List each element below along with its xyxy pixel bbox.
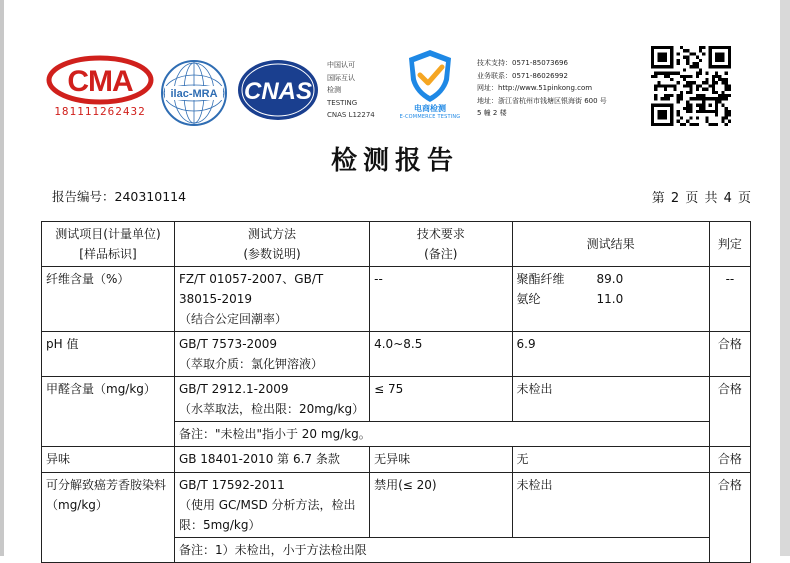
qr-module	[693, 81, 696, 84]
qr-module	[705, 116, 708, 119]
qr-module	[664, 94, 667, 97]
header-req-line2: (备注)	[424, 247, 458, 261]
qr-module	[715, 91, 718, 94]
qr-module	[696, 97, 699, 100]
contact-line: 地址：浙江省杭州市钱塘区银海街 600 号	[477, 96, 607, 105]
qr-module	[677, 110, 680, 113]
qr-module	[712, 123, 715, 126]
cell-method: GB 18401-2010 第 6.7 条款	[174, 447, 369, 473]
qr-module	[715, 81, 718, 84]
qr-module	[696, 65, 699, 68]
qr-module	[705, 72, 708, 75]
fiber-value: 11.0	[596, 292, 624, 306]
contact-line: 技术支持：0571-85073696	[477, 59, 568, 67]
qr-module	[654, 75, 657, 78]
qr-module	[657, 110, 667, 120]
cnas-line: 中国认可	[327, 61, 355, 69]
qr-module	[696, 116, 699, 119]
qr-module	[721, 94, 724, 97]
qr-module	[712, 81, 715, 84]
qr-module	[667, 84, 670, 87]
qr-module	[699, 68, 702, 71]
qr-module	[696, 72, 699, 75]
qr-module	[667, 94, 670, 97]
qr-module	[661, 72, 664, 75]
qr-module	[696, 75, 699, 78]
contact-info	[477, 57, 647, 120]
cell-method	[174, 377, 369, 422]
cell-method	[174, 267, 369, 332]
qr-module	[686, 107, 689, 110]
qr-module	[670, 72, 673, 75]
page-shadow-left	[0, 0, 4, 556]
qr-module	[664, 75, 667, 78]
header-item	[42, 222, 175, 267]
qr-module	[686, 62, 689, 65]
qr-module	[686, 81, 689, 84]
qr-module	[673, 84, 676, 87]
qr-module	[686, 59, 689, 62]
qr-module	[718, 94, 721, 97]
qr-module	[686, 75, 689, 78]
header-method-line2: (参数说明)	[243, 247, 301, 261]
qr-module	[702, 46, 705, 49]
qr-module	[702, 52, 705, 55]
qr-module	[721, 91, 724, 94]
cell-result: 6.9	[512, 332, 709, 377]
qr-module	[709, 123, 712, 126]
table-row	[42, 267, 751, 332]
qr-module	[705, 120, 708, 123]
qr-module	[689, 52, 692, 55]
table-row	[42, 332, 751, 377]
header-item-line2: [样品标识]	[79, 247, 137, 261]
qr-module	[689, 88, 692, 91]
qr-module	[728, 94, 731, 97]
table-header-row	[42, 222, 751, 267]
cell-item: 纤维含量（%）	[42, 267, 175, 332]
qr-module	[696, 94, 699, 97]
method-note: （水萃取法，检出限：20mg/kg）	[178, 402, 365, 416]
qr-module	[664, 88, 667, 91]
cell-requirement: 禁用(≤ 20)	[370, 473, 512, 538]
qr-module	[677, 94, 680, 97]
table-row	[42, 447, 751, 473]
qr-module	[715, 52, 725, 62]
contact-line: 网址：http://www.51pinkong.com	[477, 84, 593, 92]
qr-module	[699, 59, 702, 62]
qr-module	[683, 68, 686, 71]
qr-module	[664, 97, 667, 100]
qr-module	[686, 104, 689, 107]
qr-module	[699, 104, 702, 107]
cnas-line: 检测	[327, 86, 341, 94]
qr-module	[728, 88, 731, 91]
qr-module	[683, 56, 686, 59]
qr-module	[715, 123, 718, 126]
header-method	[174, 222, 369, 267]
qr-module	[718, 97, 721, 100]
qr-module	[728, 84, 731, 87]
table-row	[42, 473, 751, 538]
qr-module	[728, 113, 731, 116]
contact-line: 业务联系：0571-86026992	[477, 71, 568, 80]
qr-module	[689, 97, 692, 100]
qr-module	[693, 62, 696, 65]
qr-module	[702, 94, 705, 97]
qr-module	[677, 81, 680, 84]
qr-module	[680, 94, 683, 97]
qr-module	[721, 97, 724, 100]
qr-module	[683, 78, 686, 81]
cnas-line: TESTING	[327, 98, 358, 107]
cell-requirement: --	[370, 267, 512, 332]
qr-module	[696, 62, 699, 65]
cell-result: 未检出	[512, 377, 709, 422]
svg-text:CMA: CMA	[67, 65, 133, 98]
qr-module	[680, 123, 683, 126]
qr-module	[677, 62, 680, 65]
qr-module	[683, 107, 686, 110]
cell-requirement: 无异味	[370, 447, 512, 473]
qr-module	[670, 78, 673, 81]
qr-module	[693, 65, 696, 68]
qr-module	[705, 78, 708, 81]
qr-module	[715, 72, 718, 75]
cell-judge: 合格	[709, 332, 750, 377]
header-requirement	[370, 222, 512, 267]
qr-module	[696, 88, 699, 91]
qr-module	[677, 97, 680, 100]
qr-module	[686, 84, 689, 87]
method-text: GB/T 17592-2011	[178, 478, 285, 492]
result-line	[517, 269, 705, 289]
qr-module	[725, 123, 728, 126]
method-note: （使用 GC/MSD 分析方法，检出限：5mg/kg）	[178, 498, 356, 532]
qr-module	[721, 120, 724, 123]
qr-module	[696, 110, 699, 113]
header-result: 测试结果	[512, 222, 709, 267]
qr-module	[689, 123, 692, 126]
qr-module	[725, 78, 728, 81]
cell-judge: 合格	[709, 447, 750, 473]
qr-module	[657, 52, 667, 62]
qr-module	[654, 84, 657, 87]
qr-module	[696, 56, 699, 59]
qr-module	[725, 81, 728, 84]
header-item-line1: 测试项目(计量单位)	[55, 227, 161, 241]
qr-module	[670, 84, 673, 87]
cell-judge: 合格	[709, 473, 750, 563]
qr-module	[680, 46, 683, 49]
header-req-line1: 技术要求	[416, 227, 465, 241]
qr-module	[709, 84, 712, 87]
cell-method	[174, 332, 369, 377]
cell-method	[174, 473, 369, 538]
cnas-accreditation-text	[327, 59, 399, 122]
qr-module	[702, 88, 705, 91]
qr-module	[725, 110, 728, 113]
qr-module	[654, 97, 657, 100]
qr-module	[677, 59, 680, 62]
qr-module	[699, 84, 702, 87]
report-number: 报告编号：240310114	[52, 189, 187, 204]
qr-module	[680, 97, 683, 100]
qr-module	[677, 72, 680, 75]
qr-module	[677, 100, 680, 103]
cell-result: 无	[512, 447, 709, 473]
method-note: （萃取介质：氯化钾溶液）	[178, 357, 323, 371]
cma-number: 181111262432	[54, 105, 146, 118]
qr-module	[683, 49, 686, 52]
qr-module	[715, 113, 718, 116]
qr-module	[689, 91, 692, 94]
qr-module	[712, 91, 715, 94]
qr-module	[664, 84, 667, 87]
qr-module	[712, 78, 715, 81]
qr-module	[712, 75, 715, 78]
qr-module	[654, 72, 657, 75]
qr-module	[689, 84, 692, 87]
qr-module	[712, 88, 715, 91]
qr-module	[654, 94, 657, 97]
qr-module	[725, 72, 728, 75]
cell-result	[512, 267, 709, 332]
fiber-value: 89.0	[596, 272, 624, 286]
qr-module	[689, 75, 692, 78]
qr-module	[699, 49, 702, 52]
qr-module	[721, 104, 724, 107]
qr-module	[728, 110, 731, 113]
qr-module	[661, 97, 664, 100]
qr-module	[693, 123, 696, 126]
qr-module	[715, 75, 718, 78]
cell-item: 可分解致癌芳香胺染料（mg/kg）	[42, 473, 175, 563]
qr-module	[680, 91, 683, 94]
cell-item: pH 值	[42, 332, 175, 377]
qr-module	[725, 94, 728, 97]
qr-module	[696, 104, 699, 107]
result-line	[517, 289, 705, 309]
cell-requirement: ≤ 75	[370, 377, 512, 422]
qr-module	[677, 52, 680, 55]
qr-module	[699, 72, 702, 75]
qr-module	[693, 97, 696, 100]
qr-module	[712, 84, 715, 87]
qr-module	[718, 100, 721, 103]
qr-module	[686, 120, 689, 123]
results-table	[41, 221, 751, 563]
method-text: GB/T 7573-2009	[178, 337, 278, 351]
header-method-line1: 测试方法	[248, 227, 297, 241]
qr-module	[657, 72, 660, 75]
cma-logo	[46, 55, 154, 121]
cell-note: 备注：1）未检出，小于方法检出限	[174, 538, 709, 563]
cell-judge: --	[709, 267, 750, 332]
qr-module	[709, 104, 712, 107]
page-title: 检测报告	[330, 146, 459, 176]
cnas-line: CNAS L12274	[327, 111, 375, 119]
qr-module	[689, 116, 692, 119]
qr-module	[696, 84, 699, 87]
qr-module	[699, 46, 702, 49]
qr-module	[686, 56, 689, 59]
method-text: FZ/T 01057-2007、GB/T 38015-2019	[178, 272, 324, 306]
qr-module	[670, 94, 673, 97]
svg-text:ilac-MRA: ilac-MRA	[170, 88, 218, 100]
qr-module	[686, 91, 689, 94]
qr-module	[673, 88, 676, 91]
qr-module	[680, 75, 683, 78]
cell-judge: 合格	[709, 377, 750, 447]
qr-module	[667, 72, 670, 75]
qr-module	[699, 110, 702, 113]
qr-module	[677, 113, 680, 116]
qr-module	[721, 78, 724, 81]
cell-item: 甲醛含量（mg/kg）	[42, 377, 175, 447]
fiber-name: 氨纶	[516, 292, 541, 306]
qr-module	[664, 72, 667, 75]
cell-requirement: 4.0~8.5	[370, 332, 512, 377]
cell-item: 异味	[42, 447, 175, 473]
fiber-name: 聚酯纤维	[516, 272, 565, 286]
qr-module	[657, 84, 660, 87]
qr-module	[683, 84, 686, 87]
cnas-logo	[235, 58, 321, 122]
qr-module	[657, 81, 660, 84]
qr-module	[702, 81, 705, 84]
qr-module	[673, 72, 676, 75]
qr-module	[686, 49, 689, 52]
method-note: （结合公定回潮率）	[178, 312, 287, 326]
table-row	[42, 377, 751, 422]
qr-module	[725, 116, 728, 119]
qr-module	[683, 75, 686, 78]
qr-module	[689, 81, 692, 84]
qr-module	[689, 110, 692, 113]
qr-module	[705, 81, 708, 84]
scrollbar-track[interactable]	[780, 0, 790, 556]
header-judge: 判定	[709, 222, 750, 267]
qr-module	[680, 116, 683, 119]
qr-module	[661, 84, 664, 87]
ecommerce-logo-title: 电商检测	[414, 104, 446, 113]
qr-module	[721, 116, 724, 119]
method-text: GB/T 2912.1-2009	[178, 382, 289, 396]
qr-module	[705, 88, 708, 91]
qr-module	[725, 97, 728, 100]
qr-code	[651, 46, 731, 126]
qr-module	[725, 84, 728, 87]
qr-module	[718, 78, 721, 81]
qr-module	[654, 88, 657, 91]
cell-note: 备注："未检出"指小于 20 mg/kg。	[174, 422, 709, 447]
cell-result: 未检出	[512, 473, 709, 538]
qr-module	[686, 110, 689, 113]
qr-module	[725, 113, 728, 116]
qr-module	[689, 107, 692, 110]
qr-module	[718, 75, 721, 78]
ilac-mra-logo	[159, 58, 229, 128]
qr-module	[725, 107, 728, 110]
qr-module	[693, 52, 696, 55]
qr-module	[651, 75, 654, 78]
qr-module	[721, 81, 724, 84]
qr-module	[699, 94, 702, 97]
svg-text:CNAS: CNAS	[243, 78, 313, 105]
qr-module	[667, 75, 670, 78]
qr-module	[686, 100, 689, 103]
qr-module	[677, 120, 680, 123]
page-indicator: 第 2 页 共 4 页	[651, 191, 752, 206]
contact-line: 5 幢 2 楼	[477, 109, 507, 117]
qr-module	[699, 107, 702, 110]
qr-module	[699, 97, 702, 100]
ecommerce-logo-subtitle: E-COMMERCE TESTING	[399, 114, 461, 120]
qr-module	[728, 120, 731, 123]
qr-module	[696, 123, 699, 126]
qr-module	[689, 104, 692, 107]
qr-module	[725, 88, 728, 91]
qr-module	[667, 97, 670, 100]
qr-module	[689, 65, 692, 68]
qr-module	[683, 123, 686, 126]
cnas-line: 国际互认	[327, 73, 355, 82]
